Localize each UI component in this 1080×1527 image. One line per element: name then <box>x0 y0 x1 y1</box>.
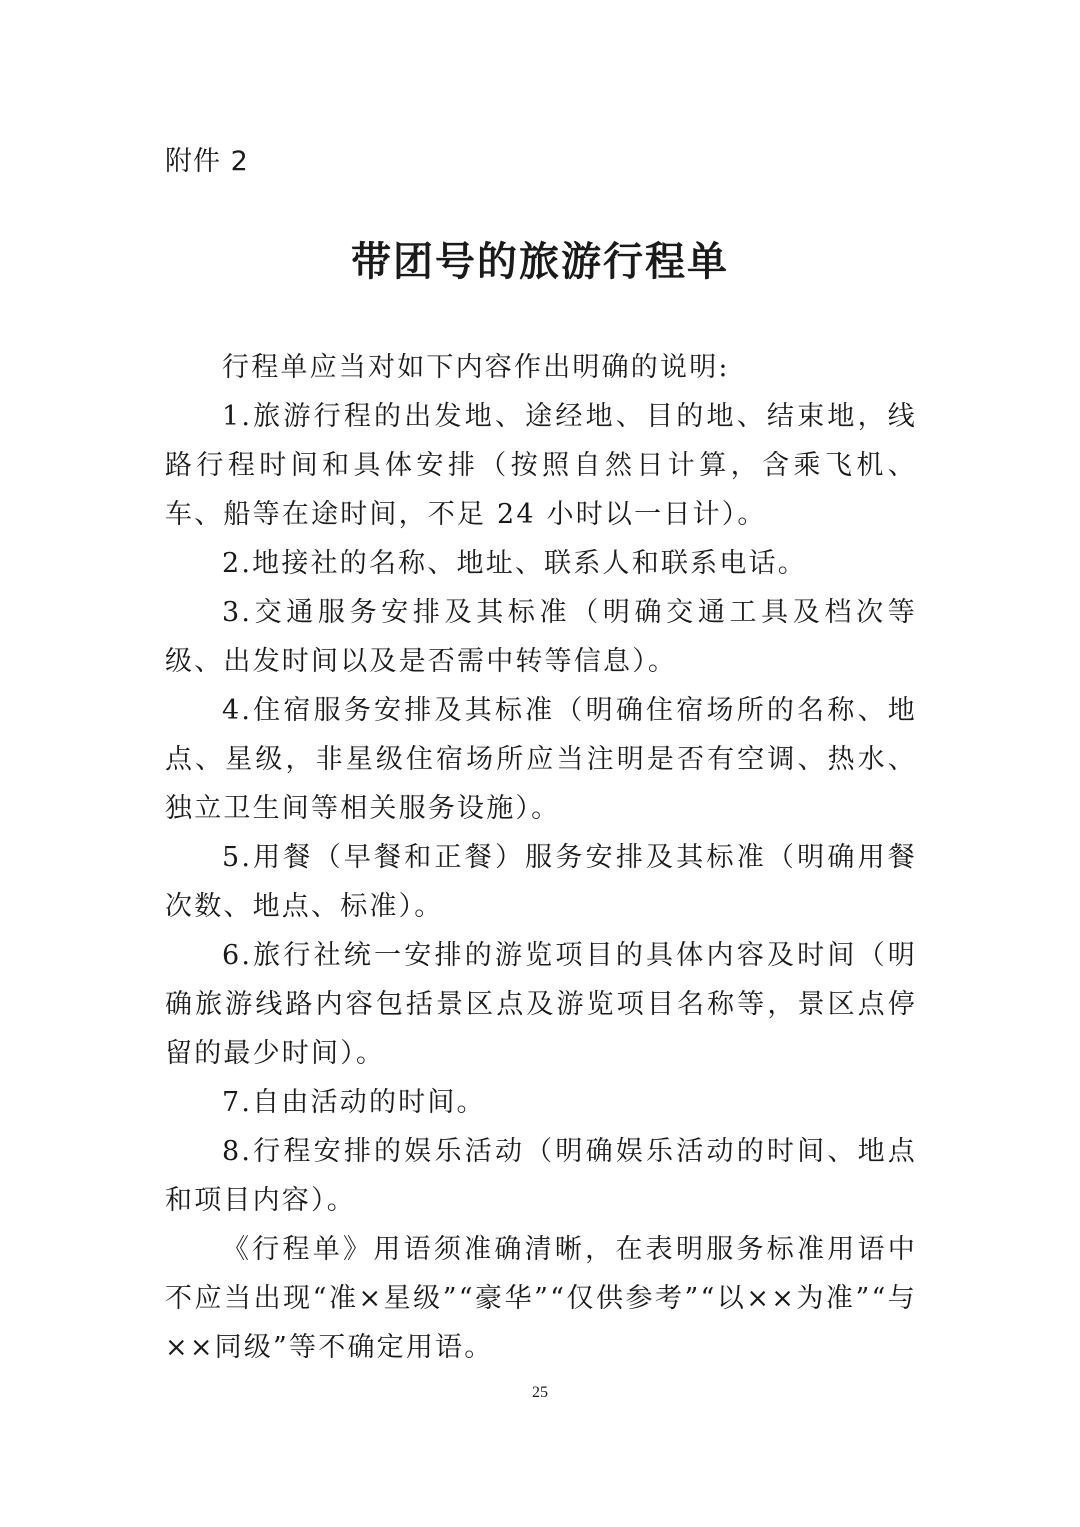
item-paragraph: 8.行程安排的娱乐活动（明确娱乐活动的时间、地点和项目内容）。 <box>165 1136 917 1216</box>
closing-paragraph: 《行程单》用语须准确清晰，在表明服务标准用语中不应当出现“准×星级”“豪华”“仅供参考”“以××为准”“与××同级”等不确定用语。 <box>165 1234 917 1363</box>
attachment-label: 附件 2 <box>165 146 249 177</box>
item-paragraph: 1.旅游行程的出发地、途经地、目的地、结束地，线路行程时间和具体安排（按照自然日计算，含乘飞机、车、船等在途时间，不足 24 小时以一日计）。 <box>165 401 917 530</box>
item-paragraph: 7.自由活动的时间。 <box>222 1087 486 1118</box>
item-paragraph: 6.旅行社统一安排的游览项目的具体内容及时间（明确旅游线路内容包括景区点及游览项目名称等，景区点停留的最少时间）。 <box>165 940 917 1069</box>
item-paragraph: 3.交通服务安排及其标准（明确交通工具及档次等级、出发时间以及是否需中转等信息）。 <box>165 597 917 677</box>
item-paragraph: 2.地接社的名称、地址、联系人和联系电话。 <box>222 548 807 579</box>
page-number: 25 <box>532 1384 548 1401</box>
page-title: 带团号的旅游行程单 <box>351 238 729 285</box>
intro-paragraph: 行程单应当对如下内容作出明确的说明: <box>222 352 730 383</box>
item-paragraph: 5.用餐（早餐和正餐）服务安排及其标准（明确用餐次数、地点、标准）。 <box>165 842 917 922</box>
document-body <box>165 343 917 1372</box>
item-paragraph: 4.住宿服务安排及其标准（明确住宿场所的名称、地点、星级，非星级住宿场所应当注明是否有空调、热水、独立卫生间等相关服务设施）。 <box>165 695 917 824</box>
